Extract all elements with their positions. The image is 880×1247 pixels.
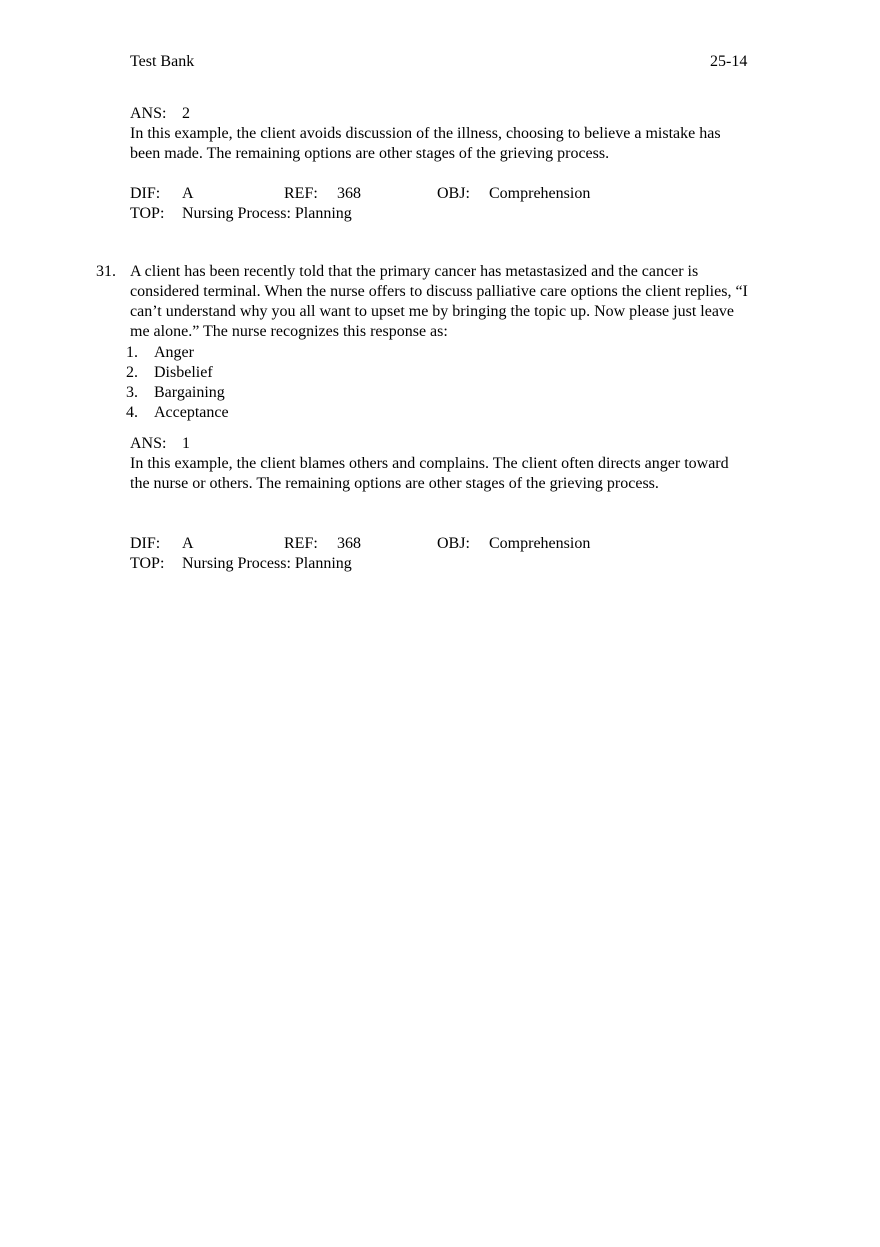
meta-row-2 <box>130 554 750 574</box>
prev-ans-value: 2 <box>182 105 190 122</box>
meta-row-1 <box>130 534 750 554</box>
prev-rationale: In this example, the client avoids discussion of the illness, choosing to believe a mistake has been made. The remaining options are other stages of the grieving process. <box>130 125 721 162</box>
dif-value: A <box>182 535 194 552</box>
rationale: In this example, the client blames others and complains. The client often directs anger toward the nurse or others. The remaining options are other stages of the grieving process. <box>130 455 729 492</box>
prev-top-label: TOP: <box>130 205 165 222</box>
dif-label: DIF: <box>130 535 161 552</box>
option-text: Disbelief <box>154 364 213 381</box>
prev-answer-line <box>130 104 750 124</box>
ref-label: REF: <box>284 535 318 552</box>
prev-ref-label: REF: <box>284 185 318 202</box>
prev-obj-value: Comprehension <box>489 185 591 202</box>
option-text: Acceptance <box>154 404 229 421</box>
option-number: 1. <box>126 344 138 361</box>
option-text: Anger <box>154 344 194 361</box>
top-value: Nursing Process: Planning <box>182 555 352 572</box>
option-text: Bargaining <box>154 384 225 401</box>
meta-block <box>130 534 750 574</box>
header-title: Test Bank <box>130 53 195 70</box>
option-number: 2. <box>126 364 138 381</box>
prev-top-value: Nursing Process: Planning <box>182 205 352 222</box>
prev-answer-block <box>130 104 750 164</box>
option-item <box>126 403 526 423</box>
header-page-number: 25-14 <box>710 53 748 70</box>
answer-block <box>130 434 750 494</box>
prev-meta-block <box>130 184 750 224</box>
top-label: TOP: <box>130 555 165 572</box>
prev-ans-label: ANS: <box>130 105 167 122</box>
prev-dif-value: A <box>182 185 194 202</box>
answer-options <box>126 343 526 423</box>
question-number: 31. <box>96 263 116 280</box>
obj-value: Comprehension <box>489 535 591 552</box>
question-stem: A client has been recently told that the primary cancer has metastasized and the cancer is considered terminal. When the nurse offers to discuss palliative care options the client replies, “I can’t understand why you all want to upset me by bringing the topic up. Now please just leave me alone.” The nurse recognizes this response as: <box>130 263 748 340</box>
option-number: 3. <box>126 384 138 401</box>
prev-dif-label: DIF: <box>130 185 161 202</box>
prev-ref-value: 368 <box>337 185 361 202</box>
option-number: 4. <box>126 404 138 421</box>
ans-value: 1 <box>182 435 190 452</box>
prev-meta-row-1 <box>130 184 750 204</box>
answer-line <box>130 434 750 454</box>
obj-label: OBJ: <box>437 535 470 552</box>
ref-value: 368 <box>337 535 361 552</box>
option-item <box>126 363 526 383</box>
prev-meta-row-2 <box>130 204 750 224</box>
ans-label: ANS: <box>130 435 167 452</box>
prev-obj-label: OBJ: <box>437 185 470 202</box>
option-item <box>126 383 526 403</box>
option-item <box>126 343 526 363</box>
